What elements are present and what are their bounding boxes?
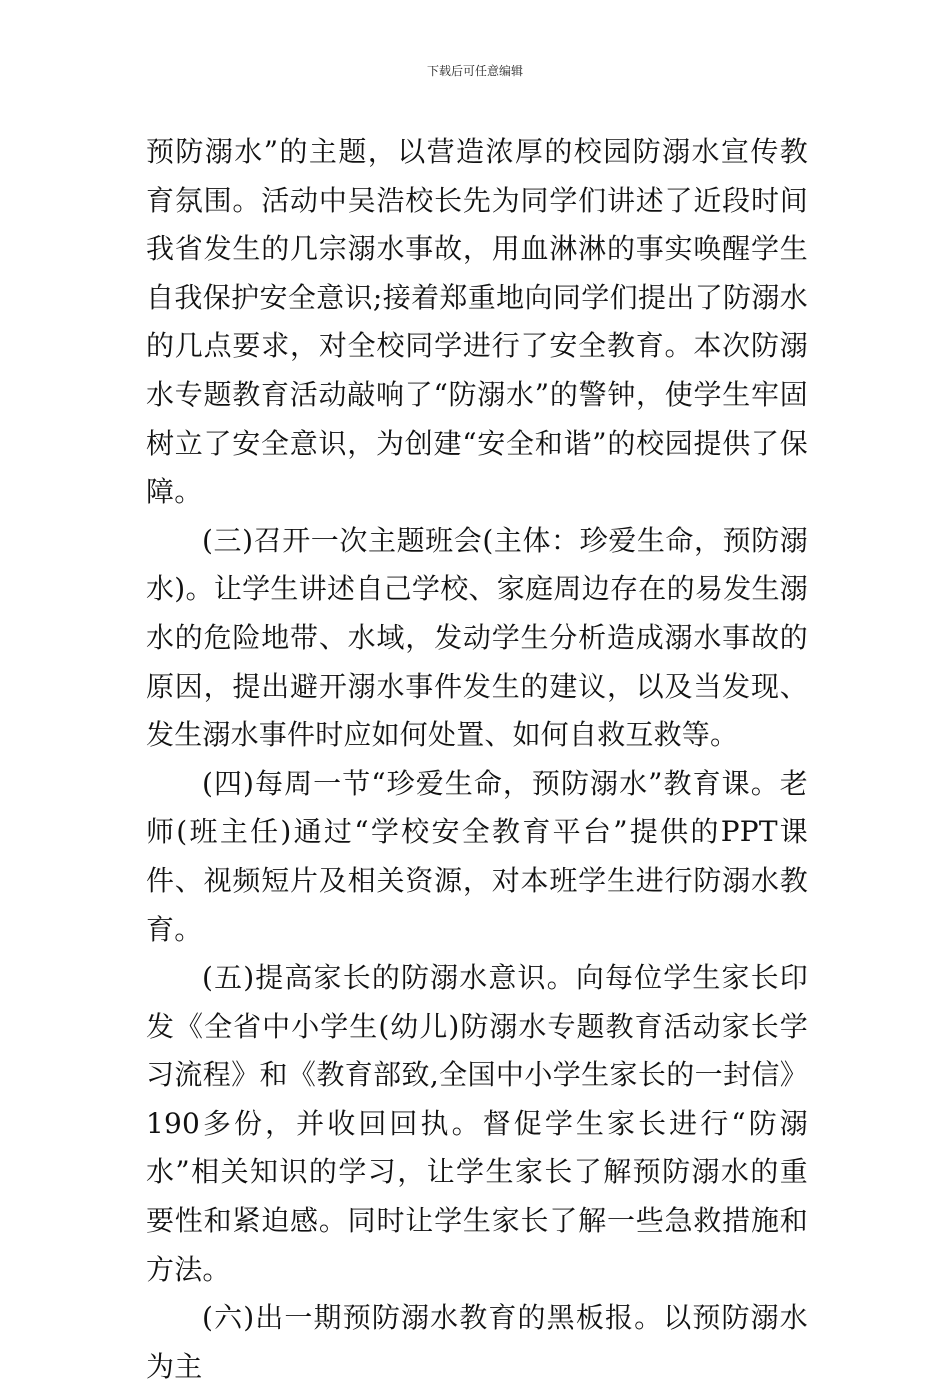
paragraph-blackboard: (六)出一期预防溺水教育的黑板报。以预防溺水为主 xyxy=(146,1301,809,1383)
paragraph-weekly-lesson: (四)每周一节“珍爱生命，预防溺水”教育课。老师(班主任)通过“学校安全教育平台”提供的PPT课件、视频短片及相关资源，对本班学生进行防溺水教育。 xyxy=(146,766,808,946)
page-header: 下载后可任意编辑 xyxy=(426,64,523,78)
paragraph-parent-awareness: (五)提高家长的防溺水意识。向每位学生家长印发《全省中小学生(幼儿)防溺水专题教育活动家长学习流程》和《教育部致,全国中小学生家长的一封信》190多份，并收回回执。督促学生家长进行“防溺水”相关知识的学习，让学生家长了解预防溺水的重要性和紧迫感。同时让学生家长了解一些急救措施和方法。 xyxy=(146,961,809,1286)
document-body xyxy=(146,128,808,1391)
paragraph-continuation: 预防溺水”的主题，以营造浓厚的校园防溺水宣传教育氛围。活动中吴浩校长先为同学们讲述了近段时间我省发生的几宗溺水事故，用血淋淋的事实唤醒学生自我保护安全意识;接着郑重地向同学们提出了防溺水的几点要求，对全校同学进行了安全教育。本次防溺水专题教育活动敲响了“防溺水”的警钟，使学生牢固树立了安全意识，为创建“安全和谐”的校园提供了保障。 xyxy=(146,135,808,509)
paragraph-class-meeting: (三)召开一次主题班会(主体：珍爱生命，预防溺水)。让学生讲述自己学校、家庭周边存在的易发生溺水的危险地带、水域，发动学生分析造成溺水事故的原因，提出避开溺水事件发生的建议，以及当发现、发生溺水事件时应如何处置、如何自救互救等。 xyxy=(146,523,808,752)
